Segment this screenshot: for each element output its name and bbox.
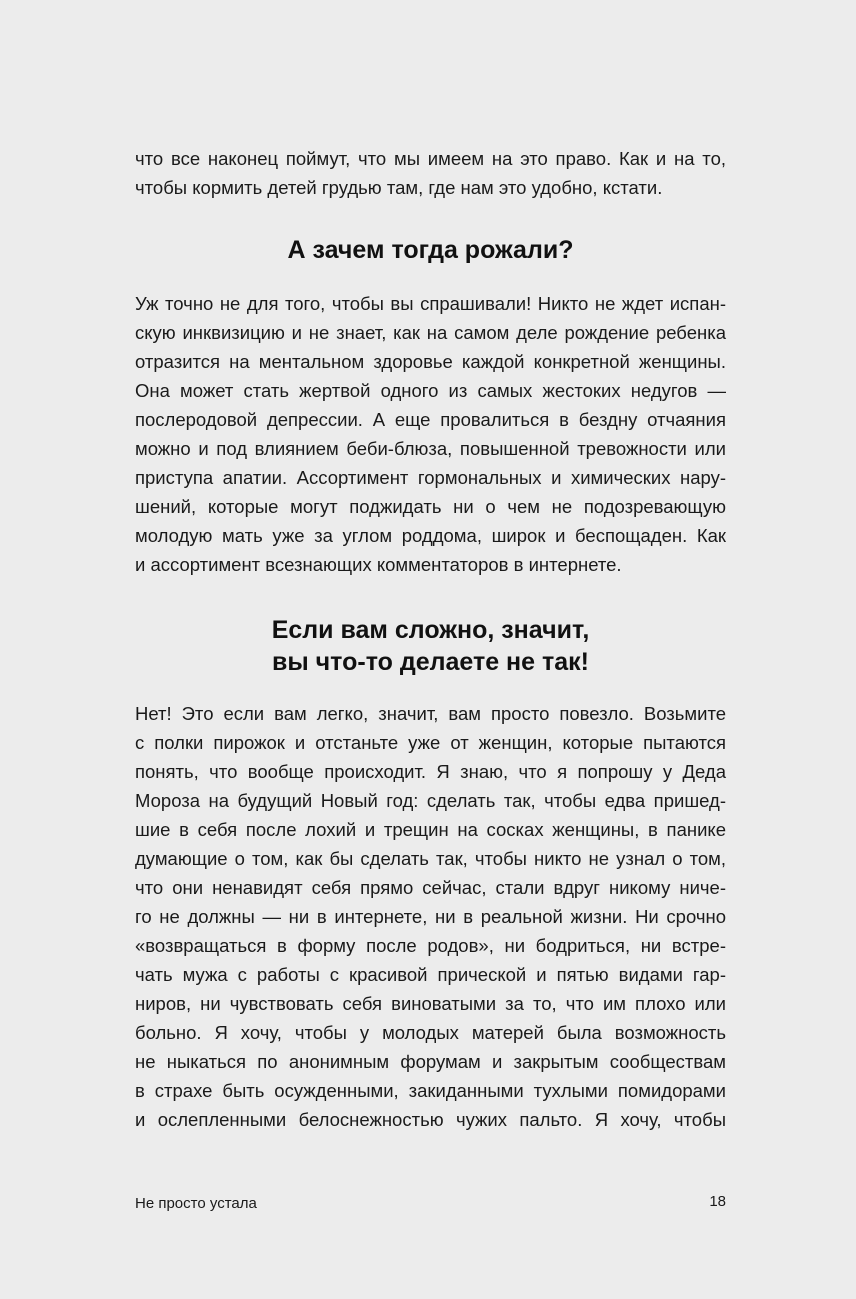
text-line: что все наконец поймут, что мы имеем на это право. Как и на то, <box>135 148 726 169</box>
text-line: го не должны — ни в интернете, ни в реальной жизни. Ни срочно <box>135 906 726 927</box>
page-number: 18 <box>709 1193 726 1210</box>
text-line: молодую мать уже за углом роддома, широк и беспощаден. Как <box>135 525 726 546</box>
text-line: Уж точно не для того, чтобы вы спрашивали! Никто не ждет испан- <box>135 293 726 314</box>
section2-paragraph <box>135 699 726 1134</box>
text-line: в страхе быть осужденными, закиданными тухлыми помидорами <box>135 1080 726 1101</box>
text-line: Она может стать жертвой одного из самых жестоких недугов — <box>135 380 726 401</box>
text-line: «возвращаться в форму после родов», ни бодриться, ни встре- <box>135 935 726 956</box>
section-heading: А зачем тогда рожали? <box>287 236 574 264</box>
text-line: приступа апатии. Ассортимент гормональных и химических нару- <box>135 467 726 488</box>
text-line: Мороза на будущий Новый год: сделать так, чтобы едва пришед- <box>135 790 726 811</box>
text-line: и ассортимент всезнающих комментаторов в интернете. <box>135 554 622 575</box>
text-line: ниров, ни чувствовать себя виноватыми за то, что им плохо или <box>135 993 726 1014</box>
text-line: думающие о том, как бы сделать так, чтобы никто не узнал о том, <box>135 848 726 869</box>
text-line: шие в себя после лохий и трещин на сосках женщины, в панике <box>135 819 726 840</box>
text-line: можно и под влиянием беби-блюза, повышенной тревожности или <box>135 438 726 459</box>
section-heading-line: Если вам сложно, значит, <box>271 616 590 644</box>
text-line: чтобы кормить детей грудью там, где нам это удобно, кстати. <box>135 177 663 198</box>
text-line: больно. Я хочу, чтобы у молодых матерей была возможность <box>135 1022 726 1043</box>
text-line: с полки пирожок и отстаньте уже от женщин, которые пытаются <box>135 732 726 753</box>
text-line: шений, которые могут поджидать ни о чем не подозревающую <box>135 496 726 517</box>
text-line: и ослепленными белоснежностью чужих пальто. Я хочу, чтобы <box>135 1109 726 1130</box>
text-line: скую инквизицию и не знает, как на самом деле рождение ребенка <box>135 322 726 343</box>
text-line: чать мужа с работы с красивой прической и пятью видами гар- <box>135 964 726 985</box>
intro-paragraph <box>135 144 726 202</box>
section1-paragraph <box>135 289 726 579</box>
text-line: послеродовой депрессии. А еще провалиться в бездну отчаяния <box>135 409 726 430</box>
text-line: Нет! Это если вам легко, значит, вам просто повезло. Возьмите <box>135 703 726 724</box>
running-footer-title: Не просто устала <box>135 1195 257 1212</box>
text-line: что они ненавидят себя прямо сейчас, стали вдруг никому ниче- <box>135 877 726 898</box>
section-heading-line: вы что-то делаете не так! <box>272 648 589 676</box>
text-line: понять, что вообще происходит. Я знаю, что я попрошу у Деда <box>135 761 726 782</box>
text-line: отразится на ментальном здоровье каждой конкретной женщины. <box>135 351 726 372</box>
text-line: не ныкаться по анонимным форумам и закрытым сообществам <box>135 1051 726 1072</box>
